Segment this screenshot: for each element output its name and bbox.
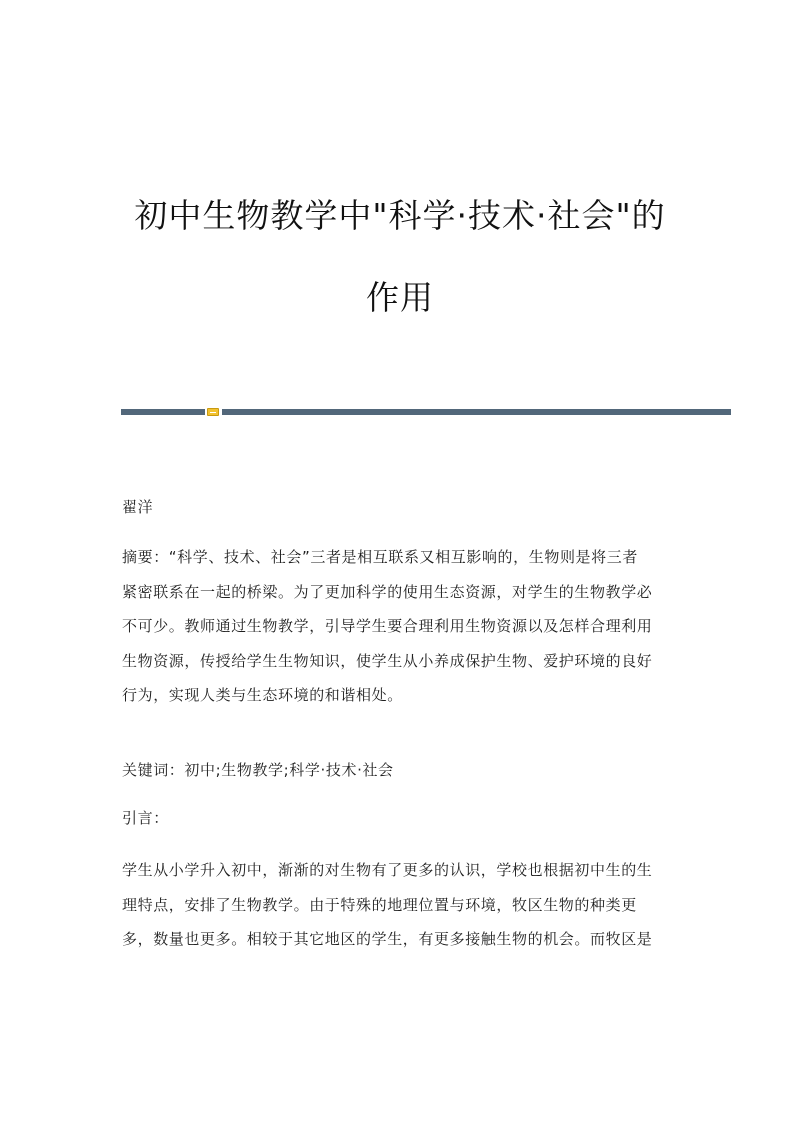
intro-heading: 引言：: [122, 809, 169, 827]
divider-bar-right: [222, 409, 731, 415]
title-divider: [121, 408, 731, 416]
author-name: 翟洋: [122, 498, 154, 516]
document-title-line-2: 作用: [366, 278, 434, 317]
abstract-line: 生物资源，传授给学生生物知识，使学生从小养成保护生物、爱护环境的良好: [122, 651, 653, 670]
abstract-line: 紧密联系在一起的桥梁。为了更加科学的使用生态资源，对学生的生物教学必: [122, 582, 653, 601]
abstract-line: 行为，实现人类与生态环境的和谐相处。: [122, 686, 403, 704]
abstract-line: 不可少。教师通过生物教学，引导学生要合理利用生物资源以及怎样合理利用: [122, 617, 653, 635]
abstract-line: 摘要：“科学、技术、社会”三者是相互联系又相互影响的，生物则是将三者: [122, 548, 638, 566]
body-line: 多，数量也更多。相较于其它地区的学生，有更多接触生物的机会。而牧区是: [122, 930, 653, 948]
abstract-paragraph: [122, 540, 678, 713]
document-title-line-1: 初中生物教学中"科学·技术·社会"的: [134, 196, 666, 235]
body-line: 学生从小学升入初中，渐渐的对生物有了更多的认识，学校也根据初中生的生: [122, 861, 653, 879]
divider-bar-left: [121, 409, 205, 415]
keywords-line: 关键词：初中;生物教学;科学·技术·社会: [122, 761, 394, 779]
body-line: 理特点，安排了生物教学。由于特殊的地理位置与环境，牧区生物的种类更: [122, 895, 637, 914]
book-icon: [207, 408, 219, 416]
body-paragraph: [122, 853, 678, 957]
